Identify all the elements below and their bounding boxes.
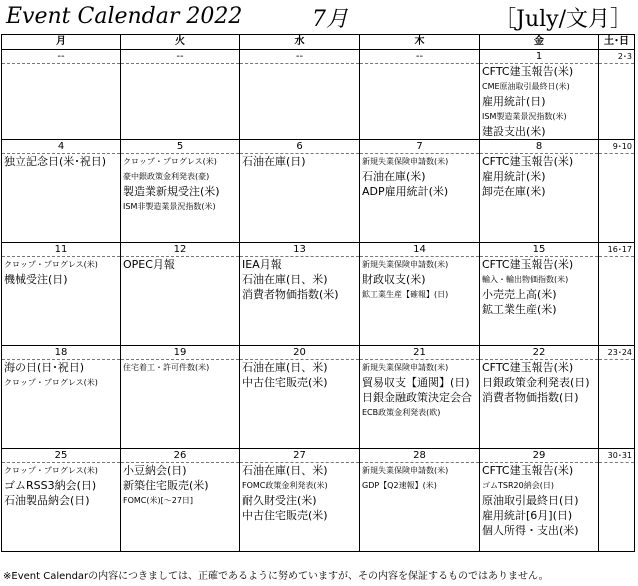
day-number: 28: [360, 449, 479, 463]
event-item: 新築住宅販売(米): [123, 479, 209, 492]
event-item: 製造業新規受注(米): [123, 185, 220, 198]
event-item: GDP【Q2速報】(米): [362, 481, 437, 490]
day-cell: [240, 50, 360, 140]
day-cell: [2, 140, 121, 243]
event-item: 消費者物価指数(日): [482, 391, 579, 404]
day-number: 25: [2, 449, 120, 463]
event-item: 海の日(日･祝日): [4, 361, 85, 374]
day-number: 12: [121, 243, 239, 257]
day-number: 21: [360, 346, 479, 360]
event-item: CFTC建玉報告(米): [482, 155, 574, 168]
day-cell: [360, 346, 480, 449]
day-number: 11: [2, 243, 120, 257]
day-number: 23･24: [599, 346, 634, 360]
event-item: ゴムTSR20納会(日): [482, 481, 554, 490]
week-row: [2, 50, 635, 140]
event-item: IEA月報: [242, 258, 282, 271]
event-item: クロップ・プログレス(米): [4, 260, 98, 269]
day-cell: [2, 449, 121, 552]
day-number: 14: [360, 243, 479, 257]
event-item: ゴムRSS3納会(日): [4, 479, 97, 492]
day-cell: [121, 50, 240, 140]
day-number: --: [2, 50, 120, 64]
event-item: 消費者物価指数(米): [242, 288, 339, 301]
weekend-cell: [599, 449, 635, 552]
event-item: 石油在庫(日、米): [242, 361, 328, 374]
day-number: 4: [2, 140, 120, 154]
day-cell: [2, 346, 121, 449]
event-item: 小豆納会(日): [123, 464, 187, 477]
day-number: 27: [240, 449, 359, 463]
event-item: 石油在庫(日): [242, 155, 306, 168]
week-row: [2, 140, 635, 243]
event-item: 貿易収支【通関】(日): [362, 376, 470, 389]
event-item: CME原油取引最終日(米): [482, 82, 570, 91]
day-number: 6: [240, 140, 359, 154]
event-item: 豪中銀政策金利発表(豪): [123, 172, 210, 181]
day-cell: [480, 346, 599, 449]
day-number: 20: [240, 346, 359, 360]
day-cell: [240, 346, 360, 449]
day-cell: [121, 140, 240, 243]
day-cell: [240, 449, 360, 552]
event-item: 鉱工業生産(米): [482, 303, 557, 316]
day-number: 13: [240, 243, 359, 257]
day-cell: [121, 243, 240, 346]
event-item: ECB政策金利発表(欧): [362, 408, 441, 417]
day-number: 16･17: [599, 243, 634, 257]
event-item: CFTC建玉報告(米): [482, 258, 574, 271]
day-cell: [480, 50, 599, 140]
event-item: 石油在庫(日、米): [242, 464, 328, 477]
day-number: 22: [480, 346, 598, 360]
event-item: 石油在庫(日、米): [242, 273, 328, 286]
event-item: 新規失業保険申請数(米): [362, 466, 449, 475]
event-item: 小売売上高(米): [482, 288, 557, 301]
week-row: [2, 243, 635, 346]
event-item: 建設支出(米): [482, 125, 546, 138]
event-item: CFTC建玉報告(米): [482, 361, 574, 374]
event-item: 個人所得・支出(米): [482, 524, 579, 537]
weekday-mon: 月: [2, 35, 121, 50]
event-item: FOMC(米)[～27日]: [123, 496, 194, 505]
day-cell: [2, 243, 121, 346]
event-item: 機械受注(日): [4, 273, 68, 286]
event-item: 卸売在庫(米): [482, 185, 546, 198]
event-item: 日銀政策金利発表(日): [482, 376, 590, 389]
day-cell: [121, 449, 240, 552]
week-row: [2, 346, 635, 449]
weekday-wed: 水: [240, 35, 360, 50]
event-item: 石油製品納会(日): [4, 494, 90, 507]
day-cell: [360, 449, 480, 552]
day-cell: [240, 140, 360, 243]
event-item: 中古住宅販売(米): [242, 509, 328, 522]
event-item: クロップ・プログレス(米): [123, 157, 217, 166]
day-number: 26: [121, 449, 239, 463]
day-number: 2･3: [599, 50, 634, 64]
month-label: ［July/文月］: [494, 7, 632, 32]
weekday-weekend: 土･日: [599, 35, 635, 50]
day-cell: [240, 243, 360, 346]
event-item: ISM製造業景況指数(米): [482, 112, 567, 121]
day-cell: [360, 140, 480, 243]
event-item: 鉱工業生産【確報】(日): [362, 290, 449, 299]
day-number: --: [240, 50, 359, 64]
day-number: 8: [480, 140, 598, 154]
event-item: 財政収支(米): [362, 273, 426, 286]
event-item: 独立記念日(米･祝日): [4, 155, 107, 168]
event-item: FOMC政策金利発表(米): [242, 481, 328, 490]
day-cell: [360, 50, 480, 140]
event-item: 日銀金融政策決定会合: [362, 391, 472, 404]
day-cell: [480, 140, 599, 243]
day-number: 15: [480, 243, 598, 257]
weekend-cell: [599, 243, 635, 346]
event-item: 新規失業保険申請数(米): [362, 363, 449, 372]
day-number: --: [360, 50, 479, 64]
calendar-grid: [1, 34, 635, 552]
day-number: 29: [480, 449, 598, 463]
day-number: 1: [480, 50, 598, 64]
event-item: 輸入・輸出物価指数(米): [482, 275, 569, 284]
event-item: CFTC建玉報告(米): [482, 464, 574, 477]
weekend-cell: [599, 346, 635, 449]
day-number: --: [121, 50, 239, 64]
day-number: 30･31: [599, 449, 634, 463]
weekday-thu: 木: [360, 35, 480, 50]
event-item: 住宅着工・許可件数(米): [123, 363, 210, 372]
day-cell: [2, 50, 121, 140]
day-cell: [121, 346, 240, 449]
event-item: 雇用統計[6月](日): [482, 509, 573, 522]
event-item: 原油取引最終日(日): [482, 494, 579, 507]
event-item: 中古住宅販売(米): [242, 376, 328, 389]
week-row: [2, 449, 635, 552]
event-item: 新規失業保険申請数(米): [362, 260, 449, 269]
weekday-fri: 金: [480, 35, 599, 50]
day-cell: [480, 449, 599, 552]
calendar-title: Event Calendar 2022: [6, 4, 243, 29]
day-number: 18: [2, 346, 120, 360]
event-item: 石油在庫(米): [362, 170, 426, 183]
day-number: 9･10: [599, 140, 634, 154]
event-item: ADP雇用統計(米): [362, 185, 449, 198]
day-cell: [360, 243, 480, 346]
event-item: CFTC建玉報告(米): [482, 65, 574, 78]
weekend-cell: [599, 50, 635, 140]
day-number: 19: [121, 346, 239, 360]
disclaimer-footer: ※Event Calendarの内容につきましては、正確であるように努めていますが、その内容を保証するものではありません。: [3, 571, 549, 582]
month-title: 7月: [312, 7, 348, 32]
calendar-header: [0, 0, 638, 34]
day-number: 7: [360, 140, 479, 154]
weekday-tue: 火: [121, 35, 240, 50]
weekend-cell: [599, 140, 635, 243]
day-cell: [480, 243, 599, 346]
weekday-header-row: [2, 35, 635, 50]
event-item: 新規失業保険申請数(米): [362, 157, 449, 166]
day-number: 5: [121, 140, 239, 154]
event-item: クロップ・プログレス(米): [4, 378, 98, 387]
event-item: 耐久財受注(米): [242, 494, 317, 507]
event-item: ISM非製造業景況指数(米): [123, 202, 216, 211]
event-item: 雇用統計(日): [482, 95, 546, 108]
event-item: 雇用統計(米): [482, 170, 546, 183]
event-item: OPEC月報: [123, 258, 175, 271]
event-item: クロップ・プログレス(米): [4, 466, 98, 475]
